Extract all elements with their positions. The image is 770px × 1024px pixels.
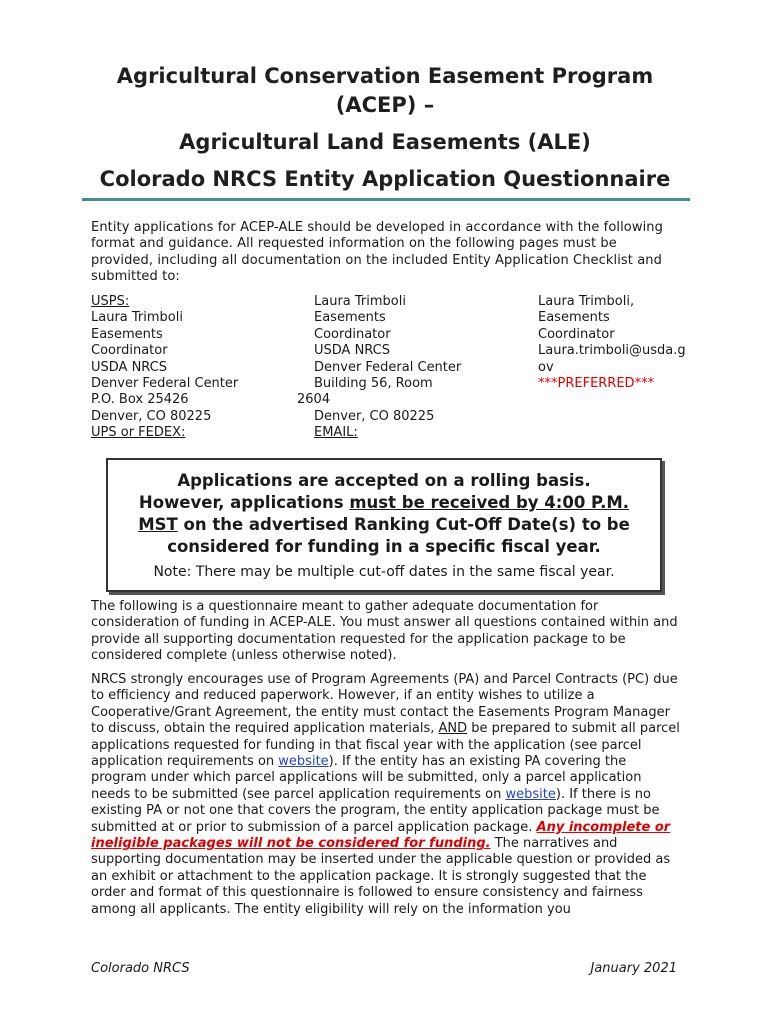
- address-line: Building 56, Room: [314, 376, 433, 392]
- document-title: [40, 62, 730, 194]
- notice-line: [116, 514, 652, 536]
- title-line-1: Agricultural Conservation Easement Program: [116, 64, 654, 88]
- address-line: Coordinator: [538, 326, 615, 342]
- address-line: Coordinator: [91, 343, 168, 359]
- title-line-2: (ACEP) –: [335, 93, 435, 117]
- intro-paragraph: Entity applications for ACEP-ALE should be developed in accordance with the following format and guidance. All requested information on the following pages must be provided, including all documentation on the included Entity Application Checklist and submitted to:: [91, 220, 663, 285]
- text-fragment: ). If the entity has an existing PA covering the program under which parcel applications will be submitted, only a parcel application needs to be submitted (see parcel application requirements on: [91, 754, 642, 802]
- preferred-label: ***PREFERRED***: [538, 376, 655, 392]
- footer-right: January 2021: [590, 961, 677, 976]
- ups-fedex-heading: UPS or FEDEX:: [91, 425, 186, 441]
- notice-timezone: MST: [138, 515, 178, 534]
- address-ups-fedex: [297, 294, 461, 442]
- incomplete-warning: Any incomplete or ineligible packages will not be considered for funding.: [91, 819, 671, 852]
- address-line: USDA NRCS: [91, 359, 168, 375]
- address-email: [538, 294, 686, 392]
- text-fragment: NRCS strongly encourages use of Program Agreements (PA) and Parcel Contracts (PC) due to efficiency and reduced paperwork. However, if an entity wishes to utilize a Cooperative/Grant Agreement, the entity must contact the Easements Program Manager to discuss, obtain the required application materials,: [91, 672, 678, 737]
- address-line: USDA NRCS: [314, 343, 391, 359]
- address-line: Denver, CO 80225: [314, 408, 435, 424]
- title-divider: [82, 198, 690, 201]
- address-line: Laura Trimboli,: [538, 294, 635, 309]
- address-line: Easements: [538, 310, 610, 326]
- text-fragment: ). If there is no existing PA or not one that covers the program, the entity application package must be submitted at or prior to submission of a parcel application package.: [91, 786, 660, 835]
- notice-fragment: However, applications: [138, 493, 350, 512]
- title-line-3: Agricultural Land Easements (ALE): [179, 130, 591, 154]
- deadline-notice-box: [106, 458, 662, 592]
- title-line-4: Colorado NRCS Entity Application Questionnaire: [99, 167, 671, 191]
- address-line: Coordinator: [314, 326, 391, 342]
- notice-line: Applications are accepted on a rolling basis.: [177, 471, 591, 490]
- notice-line: considered for funding in a specific fiscal year.: [167, 537, 601, 556]
- notice-fragment: on the advertised Ranking Cut-Off Date(s) to be: [177, 515, 630, 534]
- text-fragment: The narratives and supporting documentation may be inserted under the applicable question or provided as an exhibit or attachment to the application package. It is strongly suggested that the order and format of this questionnaire is followed to ensure consistency and fairness among all applicants. The entity eligibility will rely on the information you: [91, 836, 671, 917]
- website-link[interactable]: website: [505, 786, 556, 802]
- notice-line: [116, 492, 652, 514]
- title-gap: [40, 120, 730, 128]
- notice-deadline-time: must be received by 4:00 P.M.: [349, 493, 630, 512]
- text-fragment: be prepared to submit all parcel applications requested for funding in that fiscal year with the application (see parcel application requirements on: [91, 721, 680, 770]
- agreements-paragraph: [91, 672, 681, 918]
- address-line: Denver Federal Center: [91, 376, 239, 392]
- address-line: Laura Trimboli: [91, 310, 183, 326]
- address-line: Easements: [91, 326, 163, 342]
- notice-text: [108, 470, 660, 558]
- address-line: Denver, CO 80225: [91, 408, 212, 424]
- notice-note: Note: There may be multiple cut-off dates in the same fiscal year.: [153, 564, 615, 580]
- address-line: Easements: [314, 310, 386, 326]
- footer-left: Colorado NRCS: [91, 961, 190, 976]
- website-link[interactable]: website: [278, 754, 329, 770]
- usps-heading: USPS:: [91, 294, 130, 309]
- address-line: Denver Federal Center: [314, 359, 462, 375]
- title-gap: [40, 157, 730, 165]
- questionnaire-paragraph: The following is a questionnaire meant to gather adequate documentation for consideration of funding in ACEP-ALE. You must answer all questions contained within and provide all supporting documentation requested for the application package to be considered complete (unless otherwise noted).: [91, 599, 678, 664]
- emphasis-and: AND: [438, 721, 468, 737]
- email-address: Laura.trimboli@usda.g: [538, 343, 686, 359]
- email-heading: EMAIL:: [314, 425, 358, 441]
- address-line: Laura Trimboli: [314, 294, 406, 309]
- address-line: 2604: [297, 392, 331, 408]
- email-address-cont: ov: [538, 359, 554, 375]
- address-usps: [91, 294, 238, 442]
- address-line: P.O. Box 25426: [91, 392, 189, 408]
